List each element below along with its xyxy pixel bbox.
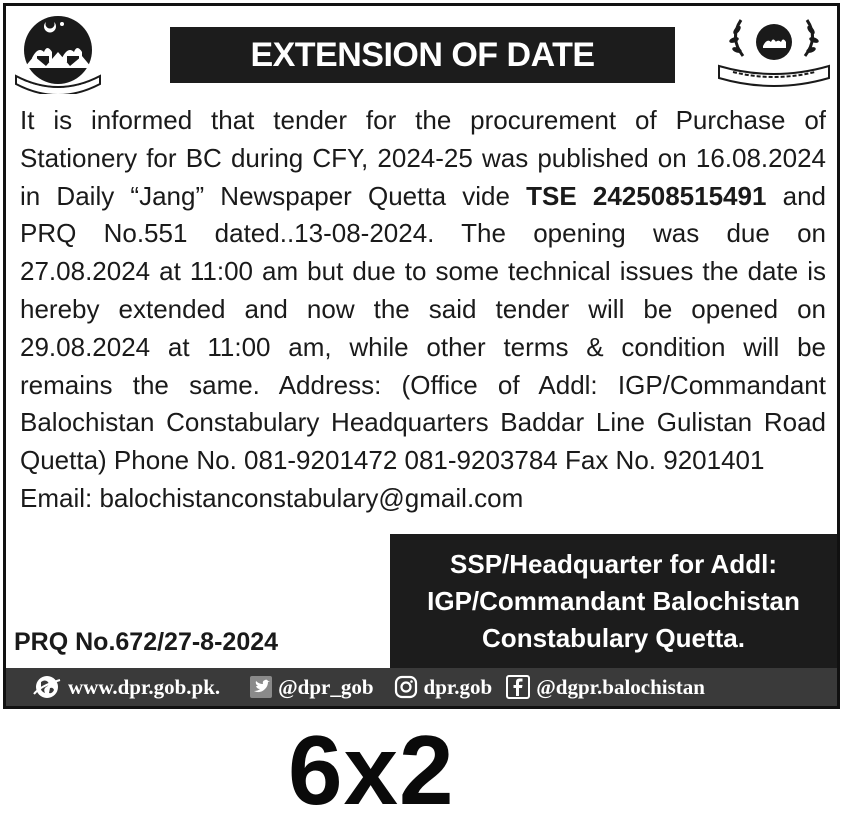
footer-facebook	[506, 675, 705, 700]
body-line-4: PRQ No.551 dated..13-08-2024. The opening was due on	[20, 218, 826, 249]
body-line-6: hereby extended and now the said tender will be opened on	[20, 293, 826, 324]
body-line-3-tail: and	[766, 180, 826, 211]
balochistan-emblem-logo	[10, 10, 106, 94]
notice-title: EXTENSION OF DATE	[170, 27, 675, 83]
facebook-icon	[506, 675, 530, 699]
website-text[interactable]: www.dpr.gob.pk.	[68, 674, 221, 699]
body-line-11: Email: balochistanconstabulary@gmail.com	[20, 482, 524, 513]
ad-size-label: 6x2	[288, 715, 455, 825]
body-line-3-text: in Daily “Jang” Newspaper Quetta vide	[20, 180, 527, 211]
signature-line-3: Constabulary Quetta.	[482, 622, 745, 653]
signature-line-2: IGP/Commandant Balochistan	[427, 585, 800, 616]
signature-line-1: SSP/Headquarter for Addl:	[450, 548, 777, 579]
body-line-1: It is informed that tender for the procurement of Purchase of	[20, 105, 826, 135]
body-line-9: Balochistan Constabulary Headquarters Baddar Line Gulistan Road	[20, 407, 826, 438]
footer-website	[32, 674, 220, 700]
globe-icon	[32, 674, 62, 700]
signature-block	[390, 534, 837, 668]
twitter-handle[interactable]: @dpr_gob	[278, 674, 374, 699]
footer-bar	[6, 668, 837, 706]
prq-number: PRQ No.672/27-8-2024	[14, 628, 279, 656]
twitter-icon	[250, 676, 272, 698]
footer-twitter	[250, 675, 373, 700]
tse-number: TSE 242508515491	[526, 180, 767, 211]
body-line-5: 27.08.2024 at 11:00 am but due to some technical issues the date is	[20, 256, 826, 287]
body-line-3	[20, 178, 826, 216]
body-line-7: 29.08.2024 at 11:00 am, while other terms & condition will be	[20, 331, 826, 362]
notice-body	[20, 102, 826, 518]
facebook-handle[interactable]: @dgpr.balochistan	[536, 674, 705, 699]
body-line-10: Quetta) Phone No. 081-9201472 081-9203784 Fax No. 9201401	[20, 445, 765, 476]
instagram-handle[interactable]: dpr.gob	[423, 674, 493, 699]
body-line-2: Stationery for BC during CFY, 2024-25 was published on 16.08.2024	[20, 142, 826, 173]
footer-instagram	[394, 675, 493, 700]
body-line-8: remains the same. Address: (Office of Addl: IGP/Commandant	[20, 369, 826, 400]
dgpr-emblem-logo	[713, 10, 835, 88]
instagram-icon	[394, 675, 418, 699]
